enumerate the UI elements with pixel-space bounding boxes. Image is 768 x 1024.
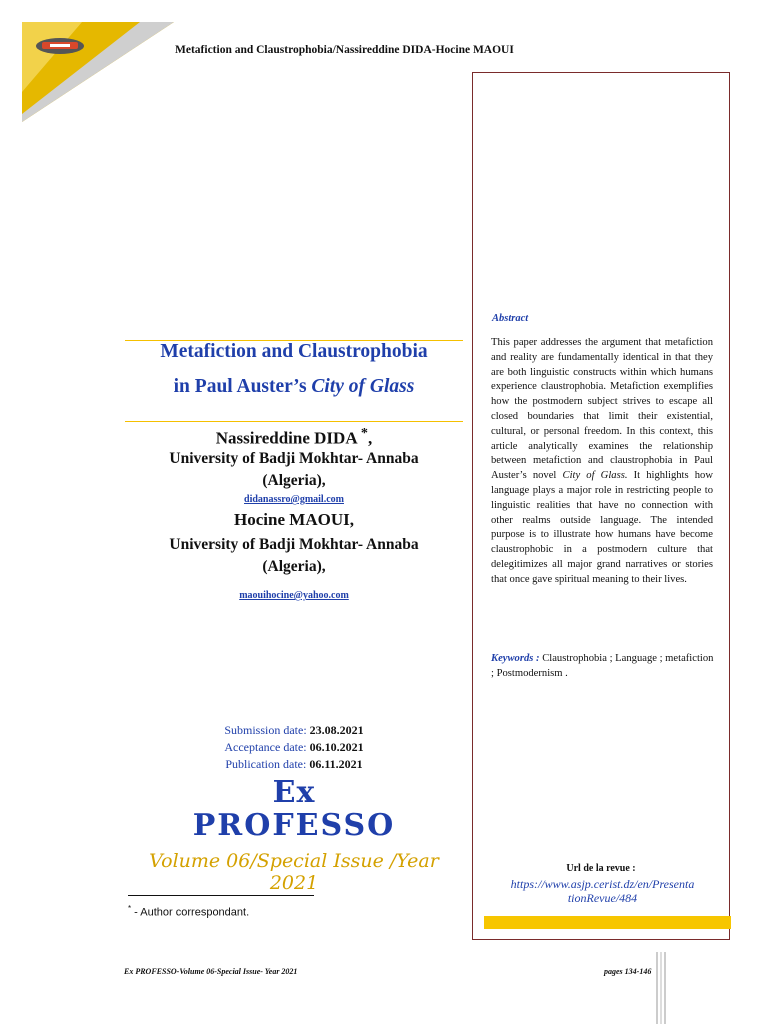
footer-left: Ex PROFESSO-Volume 06-Special Issue- Year 2021 <box>124 967 298 976</box>
journal-url-line2[interactable]: tionRevue/484 <box>567 891 638 905</box>
abstract-body-italic: City of Glass. <box>562 470 628 482</box>
journal-url-line1[interactable]: https://www.asjp.cerist.dz/en/Presenta <box>510 877 695 891</box>
footer-right: pages 134-146 <box>604 967 652 976</box>
submission-date-label: Submission date: <box>224 723 310 737</box>
submission-date-value: 23.08.2021 <box>309 723 364 737</box>
author-2-affiliation-line2: (Algeria), <box>262 558 326 575</box>
keywords <box>491 652 715 681</box>
footnote-text: - Author correspondant. <box>131 906 250 919</box>
author-1-affiliation-line1: University of Badji Mokhtar- Annaba <box>169 450 419 467</box>
journal-name-line2: PROFESSO <box>192 808 396 843</box>
author-1-name <box>125 425 463 449</box>
title-bottom-rule <box>125 421 463 422</box>
journal-url-title: Url de la revue : <box>566 863 636 874</box>
acceptance-date-label: Acceptance date: <box>224 740 310 754</box>
keywords-label: Keywords : <box>491 653 540 664</box>
decorative-yellow-bar <box>484 916 731 929</box>
footnote-rule <box>128 895 314 896</box>
footer-vertical-rules <box>655 952 669 1024</box>
abstract-body <box>491 336 713 588</box>
author-1-suffix: , <box>367 428 373 448</box>
abstract-body-part2: It highlights how language plays a major role in restricting people to linguistic realities that have no connection with other realms outside language. The intended purpose is to illustrate how humans have become claustrophobic in a postmodern culture that delegitimizes all major grand narratives or stories that once gave spiritual meaning to their lives. <box>491 470 713 585</box>
author-1-mark: * <box>360 425 368 441</box>
article-title-line2-italic: City of Glass <box>311 376 415 397</box>
journal-corner-logo <box>22 22 174 122</box>
acceptance-date-value: 06.10.2021 <box>309 740 364 754</box>
footnote <box>128 904 249 919</box>
author-1-affiliation-line2: (Algeria), <box>262 472 326 489</box>
journal-url-link[interactable] <box>480 877 725 905</box>
publication-date-value: 06.11.2021 <box>309 757 363 771</box>
author-2-affiliation-line1: University of Badji Mokhtar- Annaba <box>169 536 419 553</box>
journal-name-line1: Ex <box>272 775 316 810</box>
publication-date <box>125 757 463 772</box>
keywords-text: Claustrophobia ; Language ; metafiction ; Postmodernism . <box>491 653 714 679</box>
footnote-mark: * <box>128 904 132 913</box>
abstract-heading: Abstract <box>492 313 529 324</box>
author-1-email[interactable]: didanassro@gmail.com <box>244 494 344 505</box>
author-2-name: Hocine MAOUI, <box>234 510 354 529</box>
author-2-email[interactable]: maouihocine@yahoo.com <box>239 590 349 601</box>
running-head: Metafiction and Claustrophobia/Nassireddine DIDA-Hocine MAOUI <box>175 44 514 56</box>
article-title-line1: Metafiction and Claustrophobia <box>160 341 428 362</box>
article-title-line2-prefix: in Paul Auster’s <box>173 376 312 397</box>
publication-date-label: Publication date: <box>225 757 310 771</box>
abstract-body-part1: This paper addresses the argument that metafiction and reality are fundamentally identical in that they are both linguistic constructs within which humans experience claustrophobia. Metafiction exemplifies how the postmodern subject strives to escape all closed boundaries that limit their existential, cultural, or personal freedom. In this context, this article analytically examines the relationship between metafiction and claustrophobia in Paul Auster’s novel <box>491 337 713 482</box>
acceptance-date <box>125 740 463 755</box>
author-1-name-text: Nassireddine DIDA <box>215 428 357 448</box>
article-title-line2 <box>125 376 463 398</box>
journal-volume: Volume 06/Special Issue /Year 2021 <box>149 850 439 894</box>
submission-date <box>125 723 463 738</box>
